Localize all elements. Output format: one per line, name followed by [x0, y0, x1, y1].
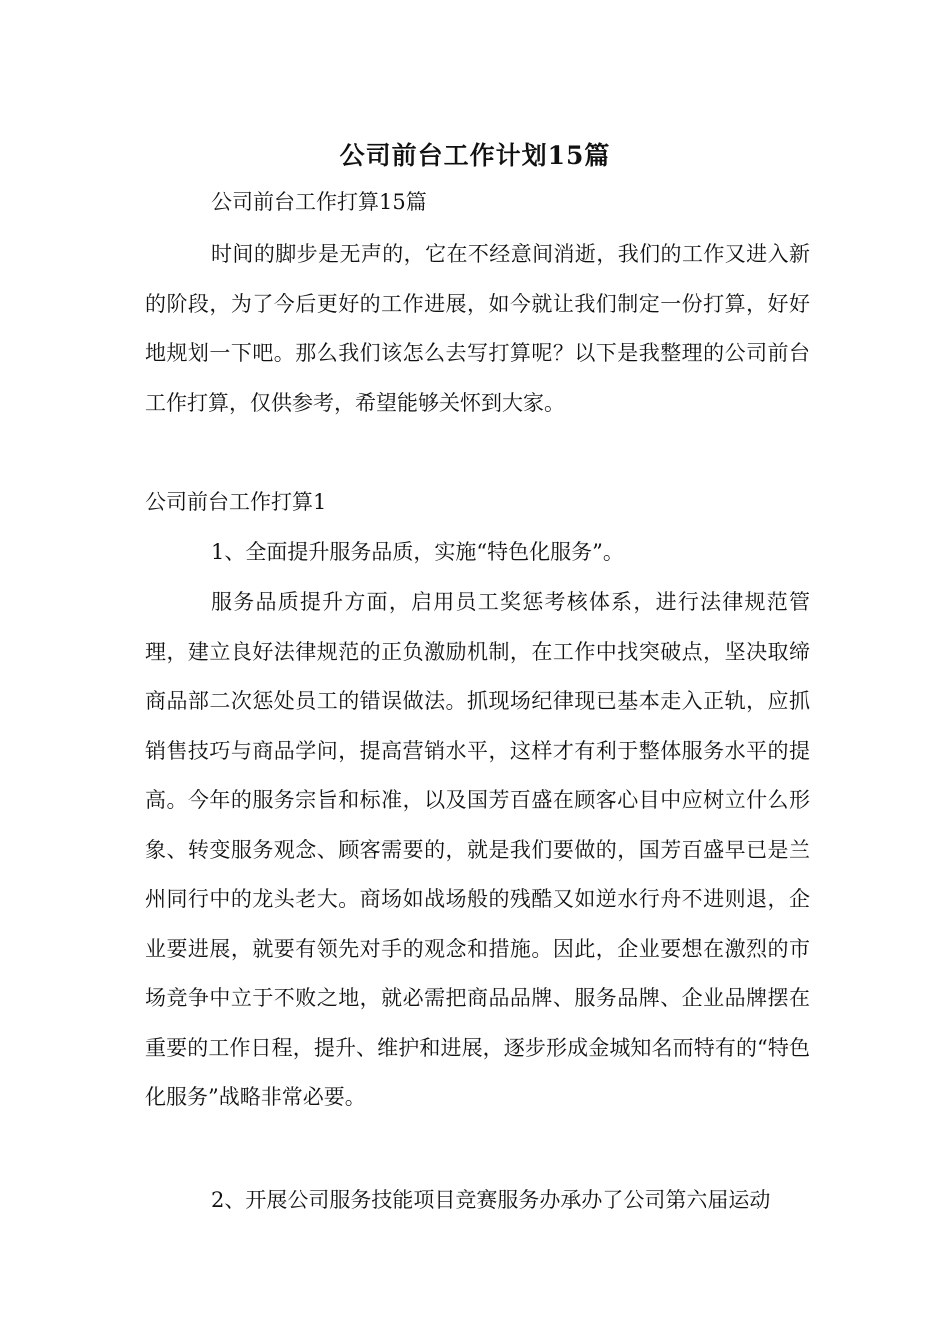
intro-paragraph: 时间的脚步是无声的，它在不经意间消逝，我们的工作又进入新的阶段，为了今后更好的工作进展，如今就让我们制定一份打算，好好地规划一下吧。那么我们该怎么去写打算呢？以下是我整理的公司前台工作打算，仅供参考，希望能够关怀到大家。: [145, 242, 810, 415]
item-2-paragraph: 2、开展公司服务技能项目竞赛服务办承办了公司第六届运动: [211, 1188, 771, 1212]
document-title: 公司前台工作计划15篇: [339, 141, 611, 170]
item-1-body-paragraph: 服务品质提升方面，启用员工奖惩考核体系，进行法律规范管理，建立良好法律规范的正负激励机制，在工作中找突破点，坚决取缔商品部二次惩处员工的错误做法。抓现场纪律现已基本走入正轨，应抓销售技巧与商品学问，提高营销水平，这样才有利于整体服务水平的提高。今年的服务宗旨和标准，以及国芳百盛在顾客心目中应树立什么形象、转变服务观念、顾客需要的，就是我们要做的，国芳百盛早已是兰州同行中的龙头老大。商场如战场般的残酷又如逆水行舟不进则退，企业要进展，就要有领先对手的观念和措施。因此，企业要想在激烈的市场竞争中立于不败之地，就必需把商品品牌、服务品牌、企业品牌摆在重要的工作日程，提升、维护和进展，逐步形成金城知名而特有的“特色化服务”战略非常必要。: [145, 590, 810, 1109]
item-1-heading: 1、全面提升服务品质，实施“特色化服务”。: [211, 540, 624, 564]
section-heading: 公司前台工作打算1: [145, 490, 327, 514]
document-subtitle: 公司前台工作打算15篇: [211, 190, 427, 214]
